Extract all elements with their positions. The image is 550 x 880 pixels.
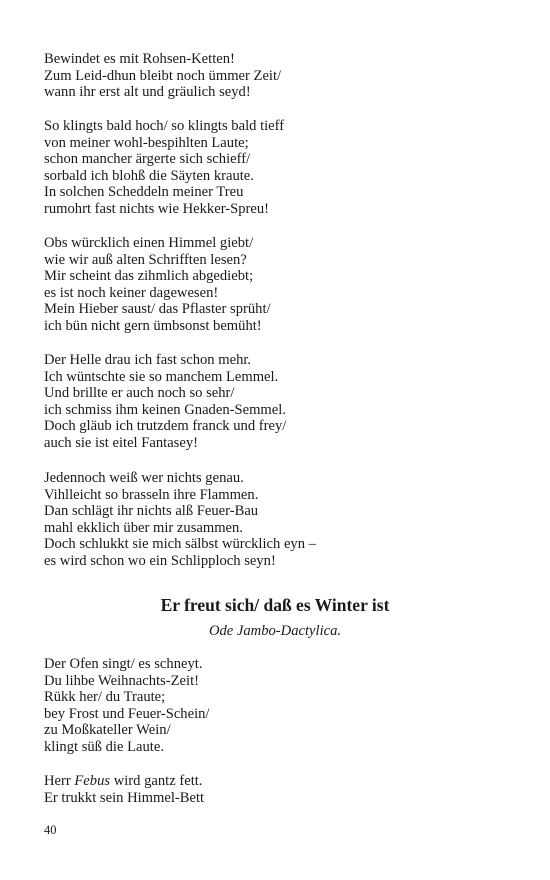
verse-line: von meiner wohl-bespihlten Laute; <box>44 134 249 151</box>
verse-line: es wird schon wo ein Schlipploch seyn! <box>44 552 276 569</box>
verse-line: Der Helle drau ich fast schon mehr. <box>44 352 252 368</box>
verse-line: ich bün nicht gern ümbsonst bemüht! <box>44 317 262 334</box>
poem-stanza <box>44 773 514 806</box>
poem-subtitle: Ode Jambo-Dactylica. <box>208 623 342 639</box>
verse-line: Obs würcklich einen Himmel giebt/ <box>44 235 254 251</box>
verse-line: Rükk her/ du Traute; <box>44 689 166 706</box>
verse-line: wie wir auß alten Schrifften lesen? <box>44 251 247 268</box>
verse-text: wird gantz fett. <box>110 773 203 789</box>
verse-line: auch sie ist eitel Fantasey! <box>44 434 198 451</box>
poem-stanza <box>44 235 514 335</box>
poem-stanza <box>44 118 514 218</box>
verse-line: Zum Leid-dhun bleibt noch ümmer Zeit/ <box>44 67 282 84</box>
page-number: 40 <box>44 823 57 837</box>
verse-line: Doch schlukkt sie mich sälbst würcklich eyn – <box>44 536 316 553</box>
verse-line: Ich wüntschte sie so manchem Lemmel. <box>44 368 279 385</box>
verse-name-italic: Febus <box>74 773 111 789</box>
verse-line: mahl ekklich über mir zusammen. <box>44 519 243 536</box>
verse-text: Herr <box>44 773 75 789</box>
verse-line: sorbald ich blohß die Säyten kraute. <box>44 167 254 184</box>
verse-line: Jedennoch weiß wer nichts genau. <box>44 470 244 486</box>
verse-line: ich schmiss ihm keinen Gnaden-Semmel. <box>44 401 286 418</box>
verse-line: Und brillte er auch noch so sehr/ <box>44 385 235 402</box>
poem-title: Er freut sich/ daß es Winter ist <box>160 595 390 615</box>
poem-stanza <box>44 470 514 570</box>
verse-line: schon mancher ärgerte sich schieff/ <box>44 151 251 168</box>
verse-line: zu Moßkateller Wein/ <box>44 722 171 739</box>
poem-stanza <box>44 352 514 452</box>
verse-line: rumohrt fast nichts wie Hekker-Spreu! <box>44 200 270 217</box>
verse-line: Du lihbe Weihnachts-Zeit! <box>44 672 199 689</box>
verse-line <box>44 773 514 790</box>
verse-line: Mir scheint das zihmlich abgediebt; <box>44 268 254 285</box>
verse-line: klingt süß die Laute. <box>44 738 164 755</box>
verse-line: Bewindet es mit Rohsen-Ketten! <box>44 51 235 67</box>
verse-line: Der Ofen singt/ es schneyt. <box>44 656 203 672</box>
verse-line: Vihlleicht so brasseln ihre Flammen. <box>44 486 259 503</box>
verse-line: wann ihr erst alt und gräulich seyd! <box>44 84 251 101</box>
verse-line: Er trukkt sein Himmel-Bett <box>44 789 205 806</box>
verse-line: In solchen Scheddeln meiner Treu <box>44 184 244 201</box>
poem-stanza <box>44 51 514 101</box>
verse-line: Doch gläub ich trutzdem franck und frey/ <box>44 418 287 435</box>
verse-line: es ist noch keiner dagewesen! <box>44 284 219 301</box>
poem-stanza <box>44 656 514 756</box>
verse-line: Mein Hieber saust/ das Pflaster sprüht/ <box>44 301 271 318</box>
verse-line: bey Frost und Feuer-Schein/ <box>44 705 210 722</box>
verse-line: So klingts bald hoch/ so klingts bald tieff <box>44 118 285 134</box>
verse-line: Dan schlägt ihr nichts alß Feuer-Bau <box>44 503 259 520</box>
